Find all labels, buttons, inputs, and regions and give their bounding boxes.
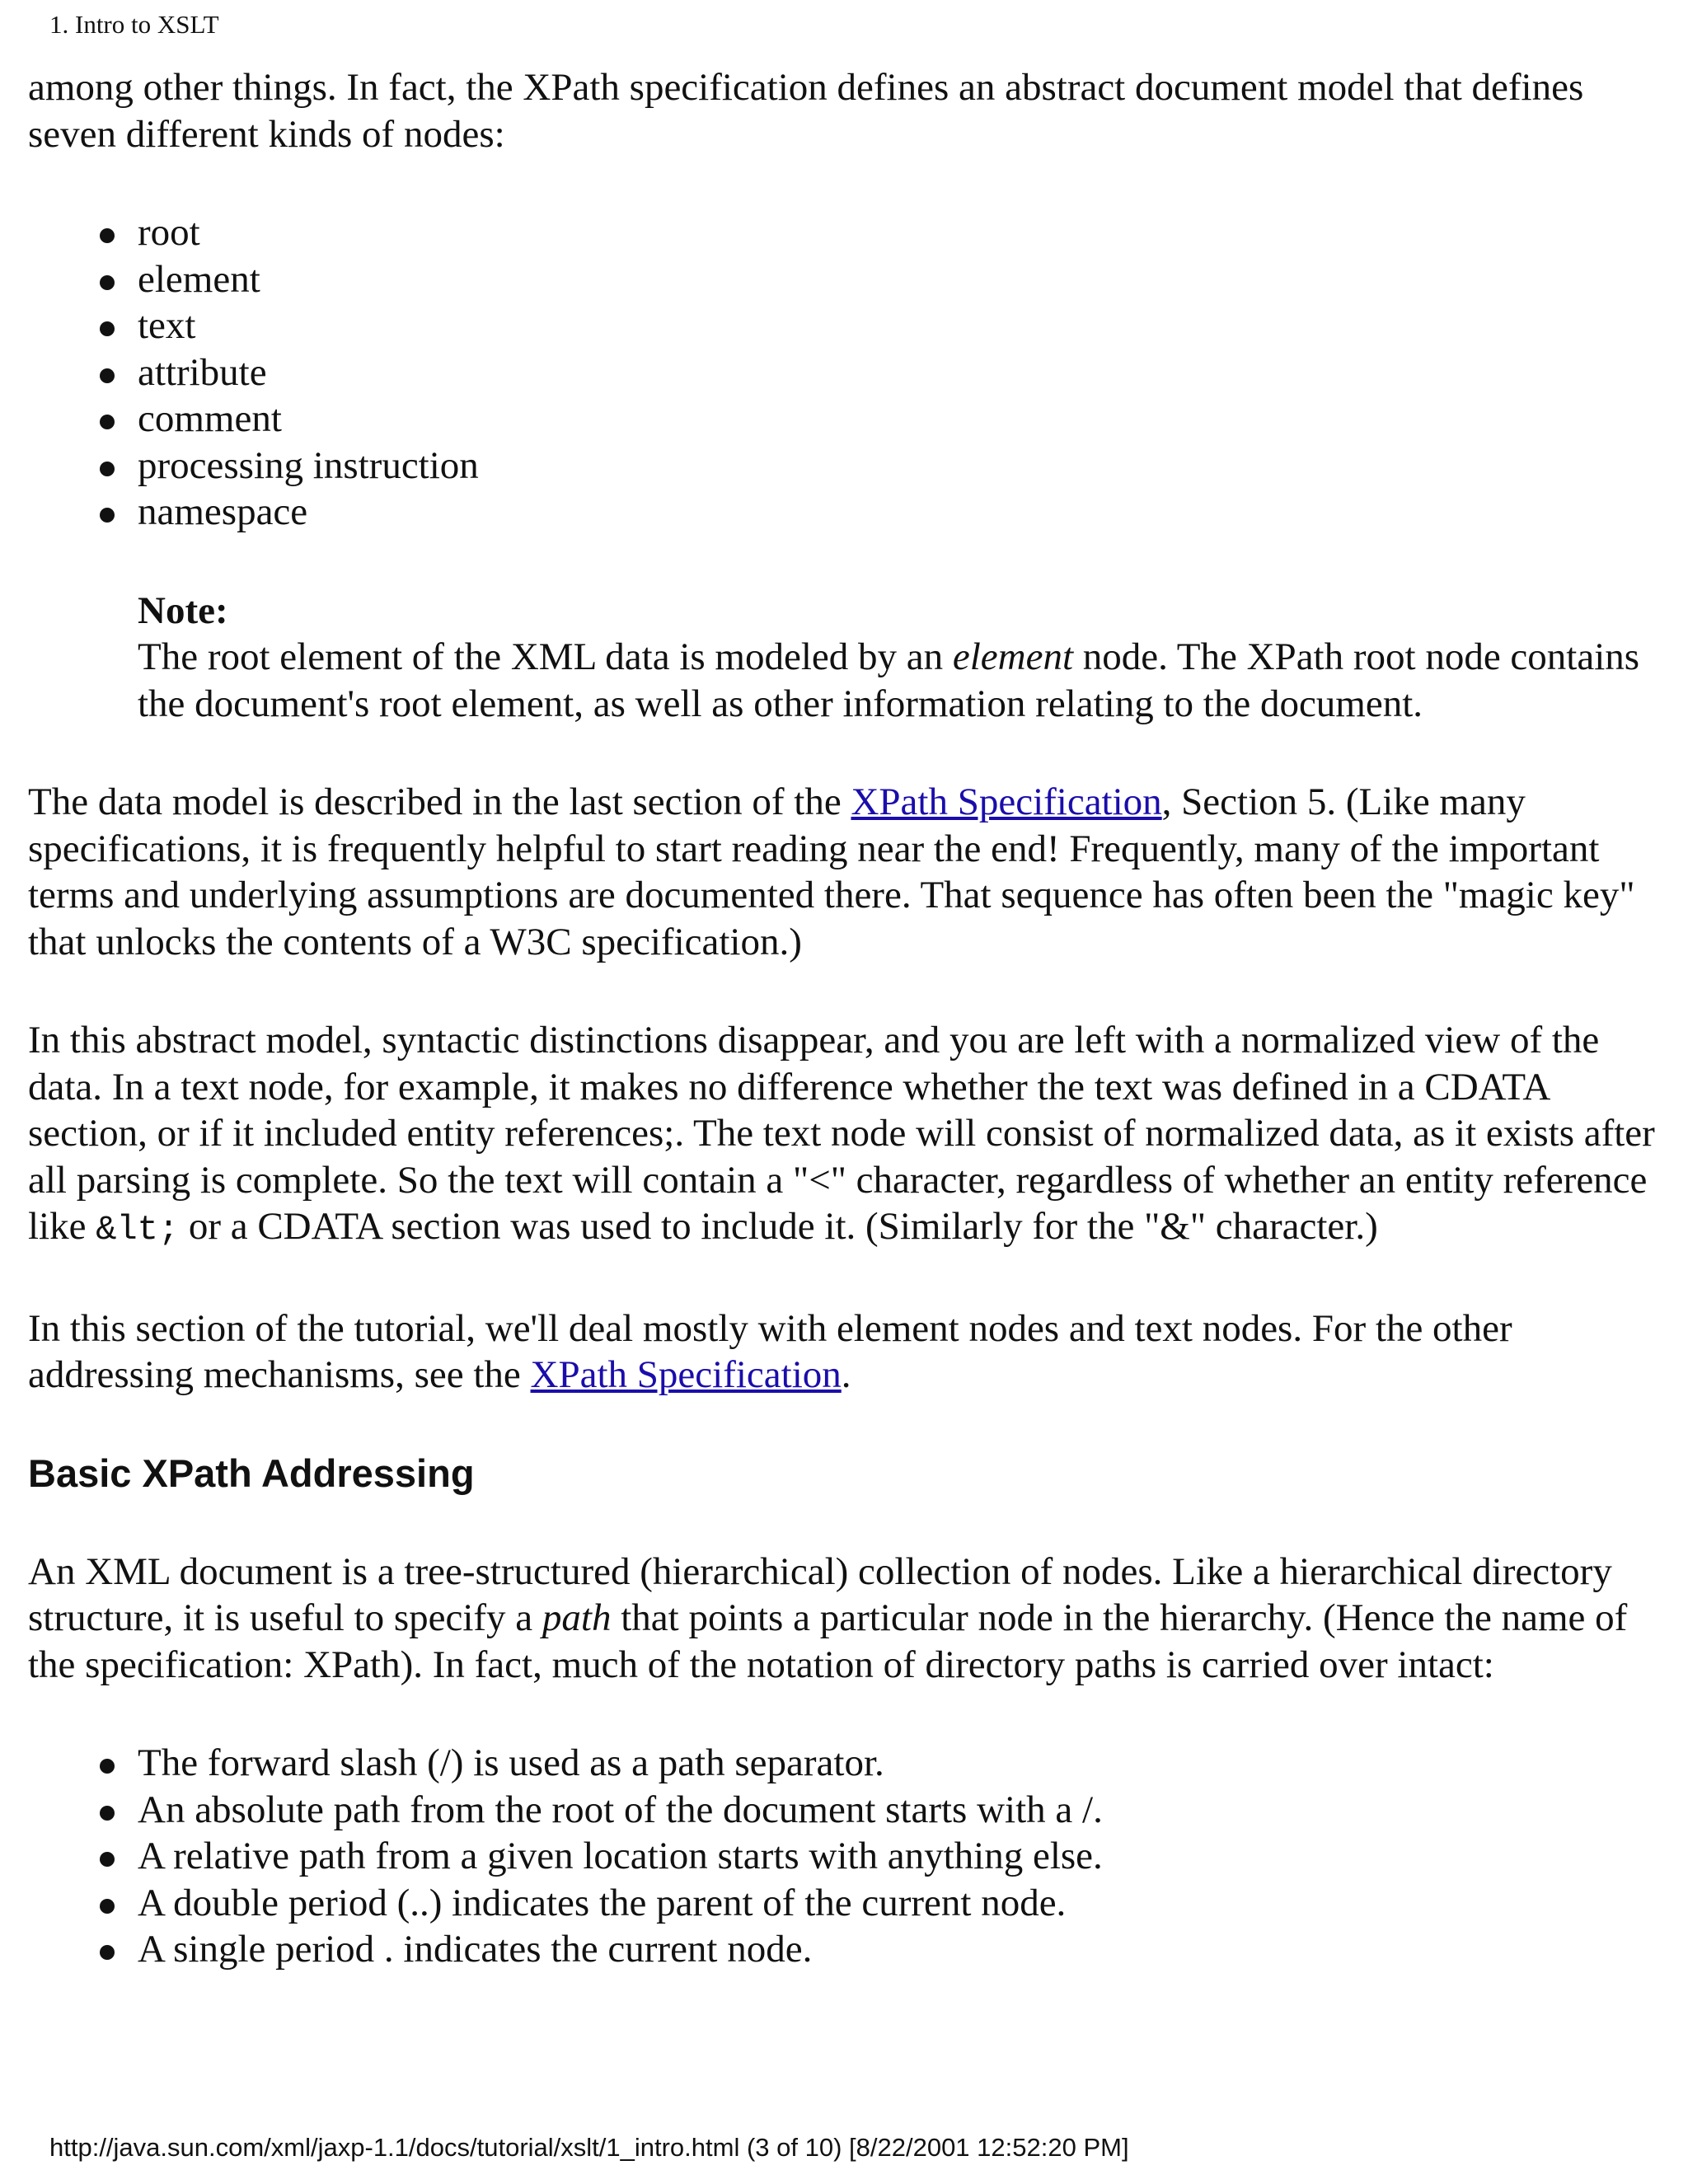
abstract-model-text-start: In this abstract model, syntactic distinctions disappear, and you are left with a normalized view of the data. In a text node, for example, it makes no difference whether the text was defined in a CDATA section, or if it included entity references;. The text node will consist of normalized data, as it exists after all parsing is complete. So the text will contain a "<" character, regardless of whether an entity reference like xyxy=(28,1019,1655,1248)
data-model-text-end: , Section 5. (Like many specifications, it is frequently helpful to start reading near the end! Frequently, many of the important terms and underlying assumptions are documented there. That sequence has often been the "magic key" that unlocks the contents of a W3C specification.) xyxy=(28,780,1635,963)
list-item: text xyxy=(138,302,1663,349)
intro-paragraph: among other things. In fact, the XPath specification defines an abstract document model that defines seven different kinds of nodes: xyxy=(28,66,1584,156)
path-rules-list xyxy=(28,1740,1663,1973)
note-emphasis: element xyxy=(952,635,1074,678)
list-item: root xyxy=(138,209,1663,256)
page-footer-url: http://java.sun.com/xml/jaxp-1.1/docs/tutorial/xslt/1_intro.html (3 of 10) [8/22/2001 12:52:20 PM] xyxy=(49,2133,1129,2162)
path-emphasis: path xyxy=(542,1596,612,1639)
xpath-spec-link[interactable]: XPath Specification xyxy=(530,1353,842,1396)
entity-reference-code: &lt; xyxy=(96,1210,180,1249)
document-body xyxy=(28,64,1663,2025)
addressing-text-start: An XML document is a tree-structured (hierarchical) collection of nodes. Like a hierarchical directory structure, it is useful to specify a xyxy=(28,1549,1612,1639)
note-text-start: The root element of the XML data is modeled by an xyxy=(138,635,953,678)
note-title: Note: xyxy=(138,588,228,632)
abstract-model-paragraph xyxy=(28,1017,1663,1254)
node-kinds-list xyxy=(28,209,1663,536)
addressing-paragraph xyxy=(28,1549,1663,1689)
note-block xyxy=(138,588,1663,728)
abstract-model-text-end: or a CDATA section was used to include it. (Similarly for the "&" character.) xyxy=(179,1205,1378,1248)
section-heading: Basic XPath Addressing xyxy=(28,1451,475,1495)
list-item: attribute xyxy=(138,349,1663,396)
page-header: 1. Intro to XSLT xyxy=(49,10,219,39)
addressing-text-end: that points a particular node in the hierarchy. (Hence the name of the specification: XPath). In fact, much of the notation of directory paths is carried over intact: xyxy=(28,1596,1628,1686)
list-item: namespace xyxy=(138,489,1663,536)
list-item: An absolute path from the root of the document starts with a /. xyxy=(138,1787,1663,1834)
list-item: comment xyxy=(138,396,1663,443)
list-item: A single period . indicates the current node. xyxy=(138,1926,1663,1973)
tutorial-section-text-start: In this section of the tutorial, we'll deal mostly with element nodes and text nodes. For the other addressing mechanisms, see the xyxy=(28,1306,1512,1396)
tutorial-section-text-end: . xyxy=(841,1353,851,1396)
note-text xyxy=(138,634,1663,727)
data-model-paragraph xyxy=(28,779,1663,965)
tutorial-section-paragraph xyxy=(28,1305,1663,1399)
list-item: processing instruction xyxy=(138,443,1663,490)
data-model-text-start: The data model is described in the last section of the xyxy=(28,780,851,823)
list-item: The forward slash (/) is used as a path separator. xyxy=(138,1740,1663,1787)
xpath-spec-link[interactable]: XPath Specification xyxy=(851,780,1162,823)
list-item: element xyxy=(138,256,1663,303)
note-text-end: node. The XPath root node contains the document's root element, as well as other information relating to the document. xyxy=(138,635,1640,725)
list-item: A relative path from a given location starts with anything else. xyxy=(138,1833,1663,1880)
list-item: A double period (..) indicates the parent of the current node. xyxy=(138,1880,1663,1927)
